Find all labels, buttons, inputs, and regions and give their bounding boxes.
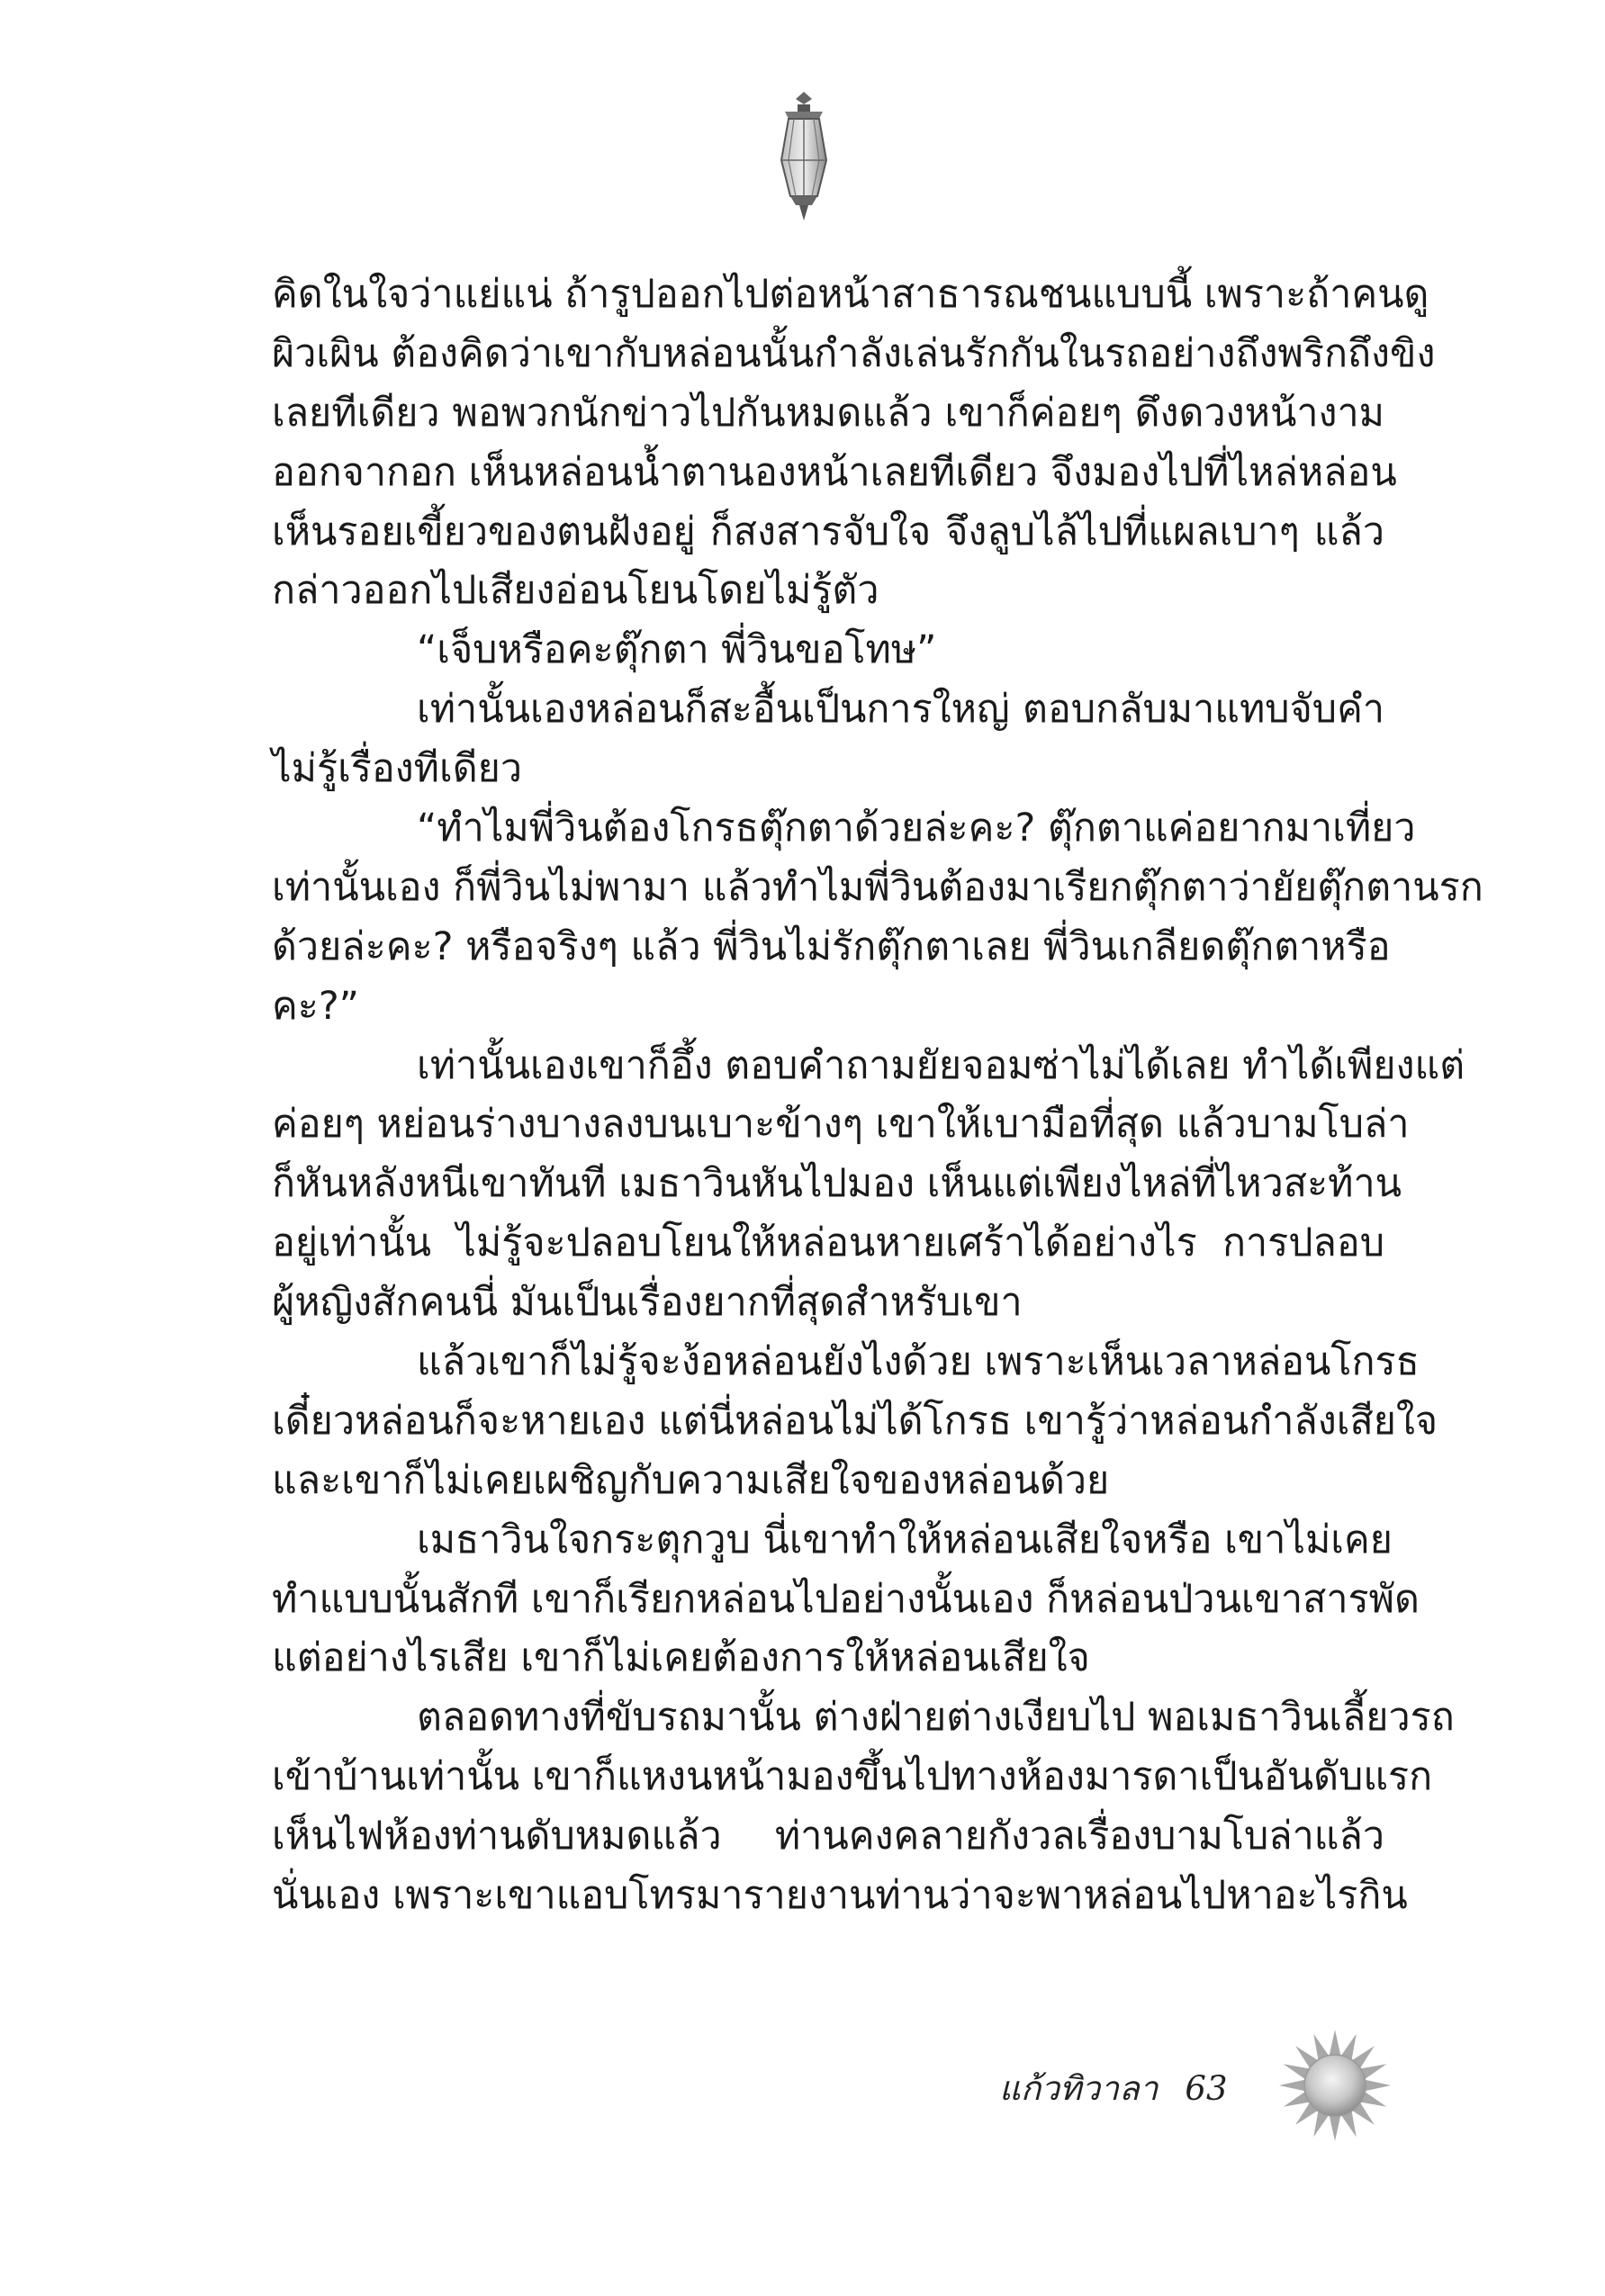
text-line: “เจ็บหรือคะตุ๊กตา พี่วินขอโทษ” xyxy=(417,627,937,673)
text-line: และเขาก็ไม่เคยเผชิญกับความเสียใจของหล่อนด้วย xyxy=(272,1457,1110,1503)
text-line: เมธาวินใจกระตุกวูบ นี่เขาทำให้หล่อนเสียใจหรือ เขาไม่เคย xyxy=(417,1517,1393,1562)
text-line: เห็นรอยเขี้ยวของตนฝังอยู่ ก็สงสารจับใจ จึงลูบไล้ไปที่แผลเบาๆ แล้ว xyxy=(272,509,1384,554)
text-line: แล้วเขาก็ไม่รู้จะง้อหล่อนยังไงด้วย เพราะเห็นเวลาหล่อนโกรธ xyxy=(417,1339,1420,1385)
text-line: เห็นไฟห้องท่านดับหมดแล้ว ท่านคงคลายกังวลเรื่องบามโบล่าแล้ว xyxy=(272,1814,1384,1859)
text-line: นั่นเอง เพราะเขาแอบโทรมารายงานท่านว่าจะพาหล่อนไปหาอะไรกิน xyxy=(272,1873,1408,1919)
sun-icon xyxy=(1276,2027,1393,2144)
text-line: ค่อยๆ หย่อนร่างบางลงบนเบาะข้างๆ เขาให้เบามือที่สุด แล้วบามโบล่า xyxy=(272,1102,1410,1148)
text-line: คะ?” xyxy=(272,983,359,1029)
text-line: เข้าบ้านเท่านั้น เขาก็แหงนหน้ามองขึ้นไปทางห้องมารดาเป็นอันดับแรก xyxy=(272,1754,1433,1800)
text-line: “ทำไมพี่วินต้องโกรธตุ๊กตาด้วยล่ะคะ? ตุ๊กตาแค่อยากมาเที่ยว xyxy=(417,806,1416,851)
page-number: 63 xyxy=(1185,2068,1228,2108)
text-line: เดี๋ยวหล่อนก็จะหายเอง แต่นี่หล่อนไม่ได้โกรธ เขารู้ว่าหล่อนกำลังเสียใจ xyxy=(272,1398,1438,1444)
text-line: เท่านั้นเองหล่อนก็สะอื้นเป็นการใหญ่ ตอบกลับมาแทบจับคำ xyxy=(417,687,1384,733)
text-line: ก็หันหลังหนีเขาทันที เมธาวินหันไปมอง เห็นแต่เพียงไหล่ที่ไหวสะท้าน xyxy=(272,1161,1402,1207)
text-line: แต่อย่างไรเสีย เขาก็ไม่เคยต้องการให้หล่อนเสียใจ xyxy=(272,1635,1090,1681)
page-footer xyxy=(999,2061,1228,2115)
book-title: แก้วทิวาลา xyxy=(999,2068,1159,2108)
text-line: ผิวเผิน ต้องคิดว่าเขากับหล่อนนั้นกำลังเล่นรักกันในรถอย่างถึงพริกถึงขิง xyxy=(272,330,1436,376)
text-line: ไม่รู้เรื่องทีเดียว xyxy=(272,746,522,792)
text-line: อยู่เท่านั้น ไม่รู้จะปลอบโยนให้หล่อนหายเศร้าได้อย่างไร การปลอบ xyxy=(272,1220,1384,1266)
text-line: คิดในใจว่าแย่แน่ ถ้ารูปออกไปต่อหน้าสาธารณชนแบบนี้ เพราะถ้าคนดู xyxy=(272,272,1429,317)
text-line: ออกจากอก เห็นหล่อนน้ำตานองหน้าเลยทีเดียว จึงมองไปที่ไหล่หล่อน xyxy=(272,449,1397,495)
text-line: ผู้หญิงสักคนนี่ มันเป็นเรื่องยากที่สุดสำหรับเขา xyxy=(272,1280,1023,1326)
body-text xyxy=(272,266,1483,1926)
text-line: ทำแบบนั้นสักที เขาก็เรียกหล่อนไปอย่างนั้นเอง ก็หล่อนป่วนเขาสารพัด xyxy=(272,1576,1420,1622)
lantern-icon xyxy=(772,90,835,225)
text-line: เลยทีเดียว พอพวกนักข่าวไปกันหมดแล้ว เขาก็ค่อยๆ ดึงดวงหน้างาม xyxy=(272,390,1384,436)
text-line: ด้วยล่ะคะ? หรือจริงๆ แล้ว พี่วินไม่รักตุ๊กตาเลย พี่วินเกลียดตุ๊กตาหรือ xyxy=(272,923,1391,969)
text-line: เท่านั้นเองเขาก็อึ้ง ตอบคำถามยัยจอมซ่าไม่ได้เลย ทำได้เพียงแต่ xyxy=(417,1042,1465,1088)
text-line: กล่าวออกไปเสียงอ่อนโยนโดยไม่รู้ตัว xyxy=(272,568,879,614)
text-line: ตลอดทางที่ขับรถมานั้น ต่างฝ่ายต่างเงียบไป พอเมธาวินเลี้ยวรถ xyxy=(417,1695,1455,1741)
text-line: เท่านั้นเอง ก็พี่วินไม่พามา แล้วทำไมพี่วินต้องมาเรียกตุ๊กตาว่ายัยตุ๊กตานรก xyxy=(272,864,1483,910)
